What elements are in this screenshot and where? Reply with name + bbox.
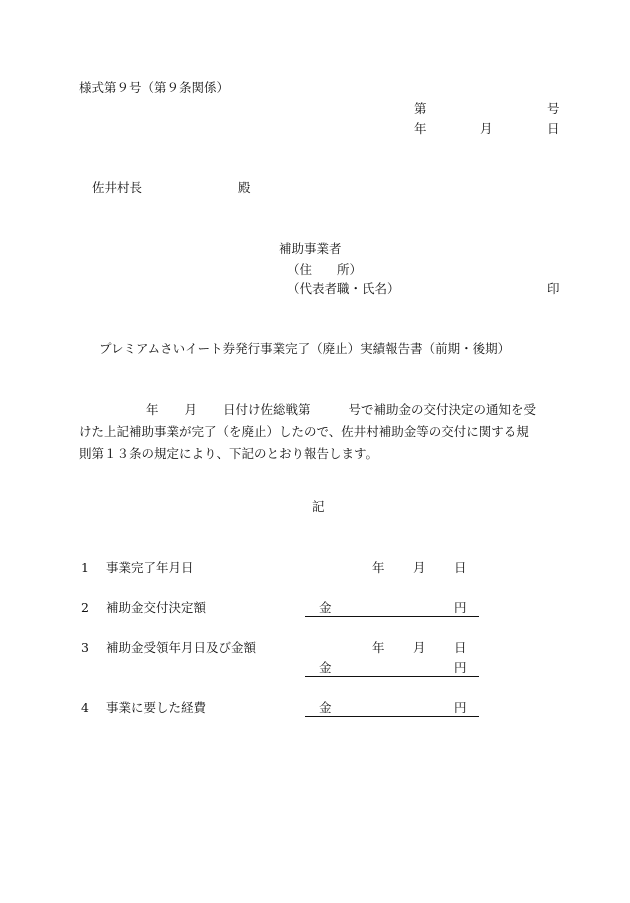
body-year-label: 年 <box>146 402 159 417</box>
item-3-amount-underline <box>305 676 479 677</box>
doc-number-prefix: 第 <box>414 101 427 116</box>
item-1-label: 事業完了年月日 <box>106 560 194 575</box>
item-2-label: 補助金交付決定額 <box>106 600 207 615</box>
item-4-number: 4 <box>81 700 89 715</box>
item-1-year-label: 年 <box>372 560 385 575</box>
ki-heading: 記 <box>312 499 325 514</box>
body-month-label: 月 <box>184 402 198 417</box>
date-month-label: 月 <box>480 121 493 136</box>
date-year-label: 年 <box>414 121 427 136</box>
item-4-yen-label: 円 <box>454 700 467 715</box>
body-line-1 <box>79 399 569 421</box>
report-body <box>79 399 569 465</box>
item-2-number: 2 <box>81 600 89 615</box>
item-2-amount-underline <box>305 616 479 617</box>
body-line-2: けた上記補助事業が完了（を廃止）したので、佐井村補助金等の交付に関する規 <box>79 424 529 439</box>
item-1-number: 1 <box>81 560 89 575</box>
item-1-month-label: 月 <box>413 560 426 575</box>
form-label: 様式第９号（第９条関係） <box>79 80 230 95</box>
body-line-3: 則第１３条の規定により、下記のとおり報告します。 <box>79 446 379 461</box>
item-3-year-label: 年 <box>372 640 385 655</box>
body-day-reference: 日付け佐総戦第 <box>223 402 311 417</box>
addressee-name: 佐井村長 <box>92 180 143 195</box>
item-4-kin-label: 金 <box>319 700 332 715</box>
item-3-yen-label: 円 <box>454 660 467 675</box>
item-4-label: 事業に要した経費 <box>106 700 207 715</box>
applicant-address-label: （住 所） <box>287 262 363 277</box>
item-3-label: 補助金受領年月日及び金額 <box>106 640 257 655</box>
body-line1-rest: 号で補助金の交付決定の通知を受 <box>348 402 537 417</box>
seal-mark: 印 <box>547 281 560 296</box>
item-2-kin-label: 金 <box>319 600 332 615</box>
item-3-day-label: 日 <box>454 640 467 655</box>
applicant-title: 補助事業者 <box>279 241 342 256</box>
item-4-amount-underline <box>305 716 479 717</box>
report-title: プレミアムさいイート券発行事業完了（廃止）実績報告書（前期・後期） <box>99 341 511 356</box>
item-3-month-label: 月 <box>413 640 426 655</box>
date-day-label: 日 <box>547 121 560 136</box>
item-3-kin-label: 金 <box>319 660 332 675</box>
applicant-representative-label: （代表者職・氏名） <box>287 281 400 296</box>
item-2-yen-label: 円 <box>454 600 467 615</box>
item-1-day-label: 日 <box>454 560 467 575</box>
doc-number-suffix: 号 <box>547 101 560 116</box>
addressee-honorific: 殿 <box>238 180 251 195</box>
item-3-number: 3 <box>81 640 89 655</box>
